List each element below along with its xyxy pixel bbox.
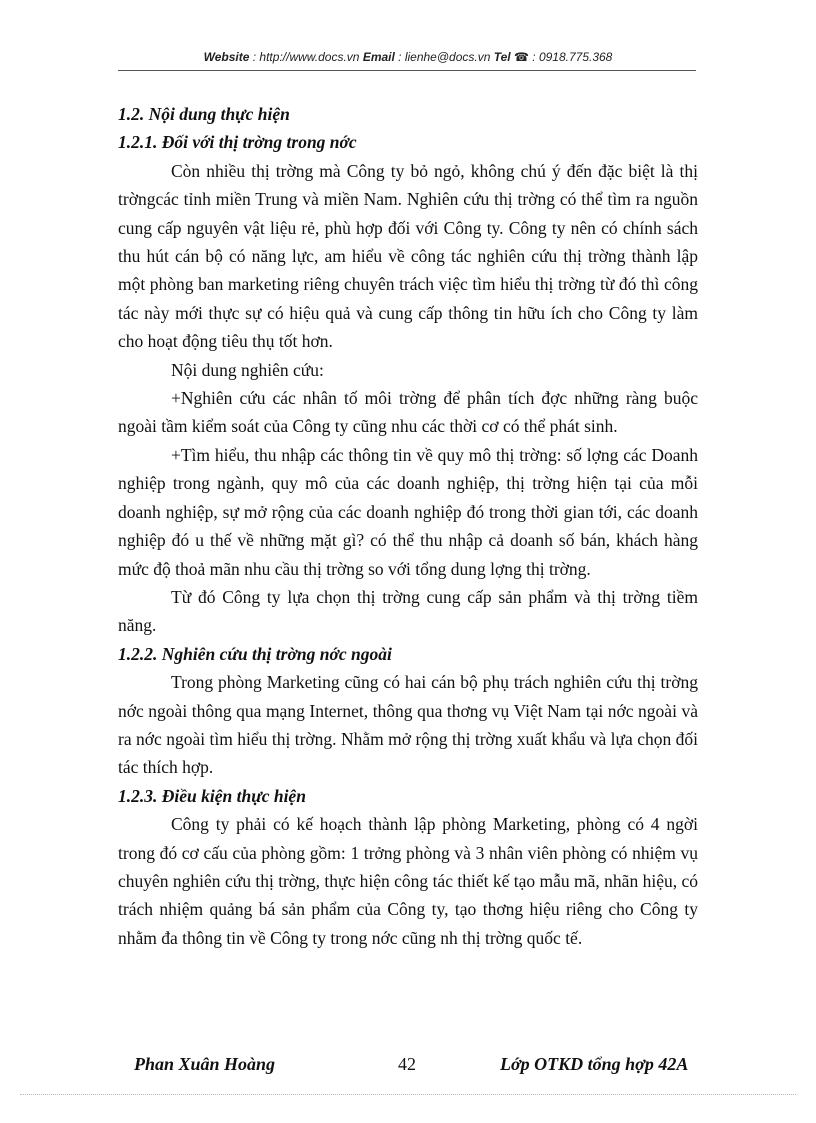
tel-value: : 0918.775.368 [528, 50, 613, 64]
phone-icon: ☎ [513, 50, 529, 64]
paragraph: Nội dung nghiên cứu: [171, 359, 324, 380]
paragraph: Còn nhiều thị trờng mà Công ty bỏ ngỏ, không chú ý đến đặc biệt là thị trờngcác tỉnh miền Trung và miền Nam. Nghiên cứu thị trờng có thể tìm ra nguồn cung cấp nguyên vật liệu rẻ, phù hợp đối với Công ty. Công ty nên có chính sách thu hút cán bộ có năng lực, am hiểu về công tác nghiên cứu thị trờng thành lập một phòng ban marketing riêng chuyên trách việc tìm hiểu thị trờng từ đó thì công tác này mới thực sự có hiệu quả và cung cấp thông tin hữu ích cho Công ty làm cho hoạt động tiêu thụ tốt hơn. [118, 160, 698, 352]
page-number: 42 [398, 1054, 416, 1074]
footer-class: Lớp OTKD tổng hợp 42A [500, 1054, 689, 1074]
section-heading-1-2-3: 1.2.3. Điều kiện thực hiện [118, 785, 306, 806]
email-value: : lienhe@docs.vn [394, 50, 494, 64]
email-label: Email [362, 50, 395, 64]
paragraph: Công ty phải có kế hoạch thành lập phòng Marketing, phòng có 4 ngời trong đó cơ cấu của phòng gồm: 1 trởng phòng và 3 nhân viên phòng có nhiệm vụ chuyên nghiên cứu thị trờng, thực hiện công tác thiết kế tạo mẫu mã, nhãn hiệu, có trách nhiệm quảng bá sản phẩm của Công ty, tạo thơng hiệu riêng cho Công ty nhằm đa thông tin về Công ty trong nớc cũng nh thị trờng quốc tế. [118, 814, 698, 948]
page-header [0, 50, 816, 64]
section-heading-1-2: 1.2. Nội dung thực hiện [118, 104, 290, 124]
page-bottom-divider [20, 1094, 796, 1095]
section-heading-1-2-1: 1.2.1. Đối với thị trờng trong nớc [118, 132, 357, 153]
paragraph: Từ đó Công ty lựa chọn thị trờng cung cấp sản phẩm và thị trờng tiềm năng. [118, 586, 698, 636]
website-value: : http://www.docs.vn [249, 50, 363, 64]
footer-author: Phan Xuân Hoàng [134, 1054, 276, 1074]
header-divider [118, 70, 696, 71]
paragraph: +Nghiên cứu các nhân tố môi trờng để phân tích đợc những ràng buộc ngoài tầm kiểm soát của Công ty cũng nhu các thời cơ có thể phát sinh. [118, 388, 698, 437]
document-body [118, 100, 698, 952]
page-footer [0, 1054, 816, 1078]
website-label: Website [203, 50, 250, 64]
section-heading-1-2-2: 1.2.2. Nghiên cứu thị trờng nớc ngoài [118, 643, 392, 664]
paragraph: Trong phòng Marketing cũng có hai cán bộ phụ trách nghiên cứu thị trờng nớc ngoài thông qua mạng Internet, thông qua thơng vụ Việt Nam tại nớc ngoài và ra nớc ngoài tìm hiểu thị trờng. Nhằm mở rộng thị trờng xuất khẩu và lựa chọn đối tác thích hợp. [118, 672, 698, 778]
paragraph: +Tìm hiểu, thu nhập các thông tin về quy mô thị trờng: số lợng các Doanh nghiệp trong ngành, quy mô của các doanh nghiệp, thị trờng hiện tại của mỗi doanh nghiệp, sự mở rộng của các doanh nghiệp đó trong thời gian tới, các doanh nghiệp đó u thế về những mặt gì? có thể thu nhập cả doanh số bán, khách hàng mức độ thoả mãn nhu cầu thị trờng so với tổng dung lợng thị trờng. [118, 444, 698, 579]
tel-label: Tel [493, 50, 511, 64]
